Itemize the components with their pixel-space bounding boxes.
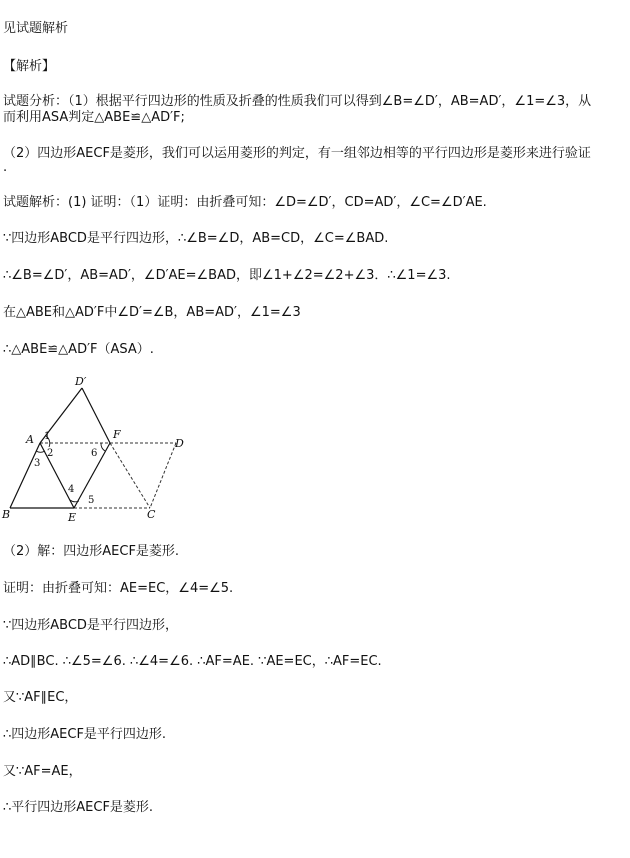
analysis-intro-line1: 试题分析：（1）根据平行四边形的性质及折叠的性质我们可以得到∠B=∠D′，AB=AD′，∠1=∠3，从	[3, 94, 592, 109]
solution-line5: ∴△ABE≌△AD′F（ASA）.	[3, 342, 154, 357]
label-angle-6: 6	[91, 448, 98, 459]
geometry-figure	[0, 372, 200, 522]
label-C: C	[147, 508, 156, 521]
part2-line8: ∴平行四边形AECF是菱形.	[3, 800, 154, 815]
segment-FC	[110, 443, 150, 508]
angle-arc-6	[101, 443, 105, 451]
part2-line7: 又∵AF=AE，	[3, 764, 82, 779]
label-F: F	[113, 428, 121, 441]
segment-D-prime-F	[82, 388, 110, 443]
label-angle-2: 2	[47, 448, 54, 459]
label-angle-3: 3	[34, 458, 41, 469]
label-D: D	[175, 437, 184, 450]
label-angle-4: 4	[68, 484, 75, 495]
page-title: 见试题解析	[3, 21, 69, 36]
label-A: A	[26, 433, 34, 446]
part2-line6: ∴四边形AECF是平行四边形.	[3, 727, 167, 742]
label-B: B	[2, 508, 11, 521]
label-angle-5: 5	[88, 495, 95, 506]
part2-line2: 证明：由折叠可知：AE=EC，∠4=∠5.	[3, 581, 234, 596]
angle-arc-3	[36, 451, 45, 452]
part2-line5: 又∵AF∥EC，	[3, 690, 78, 705]
segment-AE	[40, 443, 74, 508]
section-label: 【解析】	[3, 59, 56, 74]
solution-line2: ∵四边形ABCD是平行四边形，∴∠B=∠D，AB=CD，∠C=∠BAD.	[3, 231, 389, 246]
solution-line4: 在△ABE和△AD′F中∠D′=∠B，AB=AD′，∠1=∠3	[3, 305, 301, 320]
analysis-intro-line2: 而利用ASA判定△ABE≌△AD′F;	[3, 110, 185, 125]
label-D-prime: D′	[75, 375, 87, 388]
part2-line3: ∵四边形ABCD是平行四边形，	[3, 618, 178, 633]
label-angle-1: 1	[44, 431, 51, 442]
solution-line3: ∴∠B=∠D′，AB=AD′，∠D′AE=∠BAD，即∠1+∠2=∠2+∠3．∴∠1=∠3.	[3, 268, 451, 283]
part2-line4: ∴AD∥BC. ∴∠5=∠6. ∴∠4=∠6. ∴AF=AE. ∵AE=EC，∴AF=EC.	[3, 654, 382, 669]
segment-DC	[150, 443, 176, 508]
part2-line1: （2）解：四边形AECF是菱形.	[3, 544, 180, 559]
analysis-part2-line1: （2）四边形AECF是菱形，我们可以运用菱形的判定，有一组邻边相等的平行四边形是菱形来进行验证	[3, 146, 591, 161]
solution-line1: 试题解析：(1) 证明：（1）证明：由折叠可知：∠D=∠D′，CD=AD′，∠C=∠D′AE.	[3, 195, 487, 210]
label-E: E	[68, 511, 77, 522]
analysis-part2-line2: .	[3, 160, 8, 175]
segment-AB	[10, 443, 40, 508]
